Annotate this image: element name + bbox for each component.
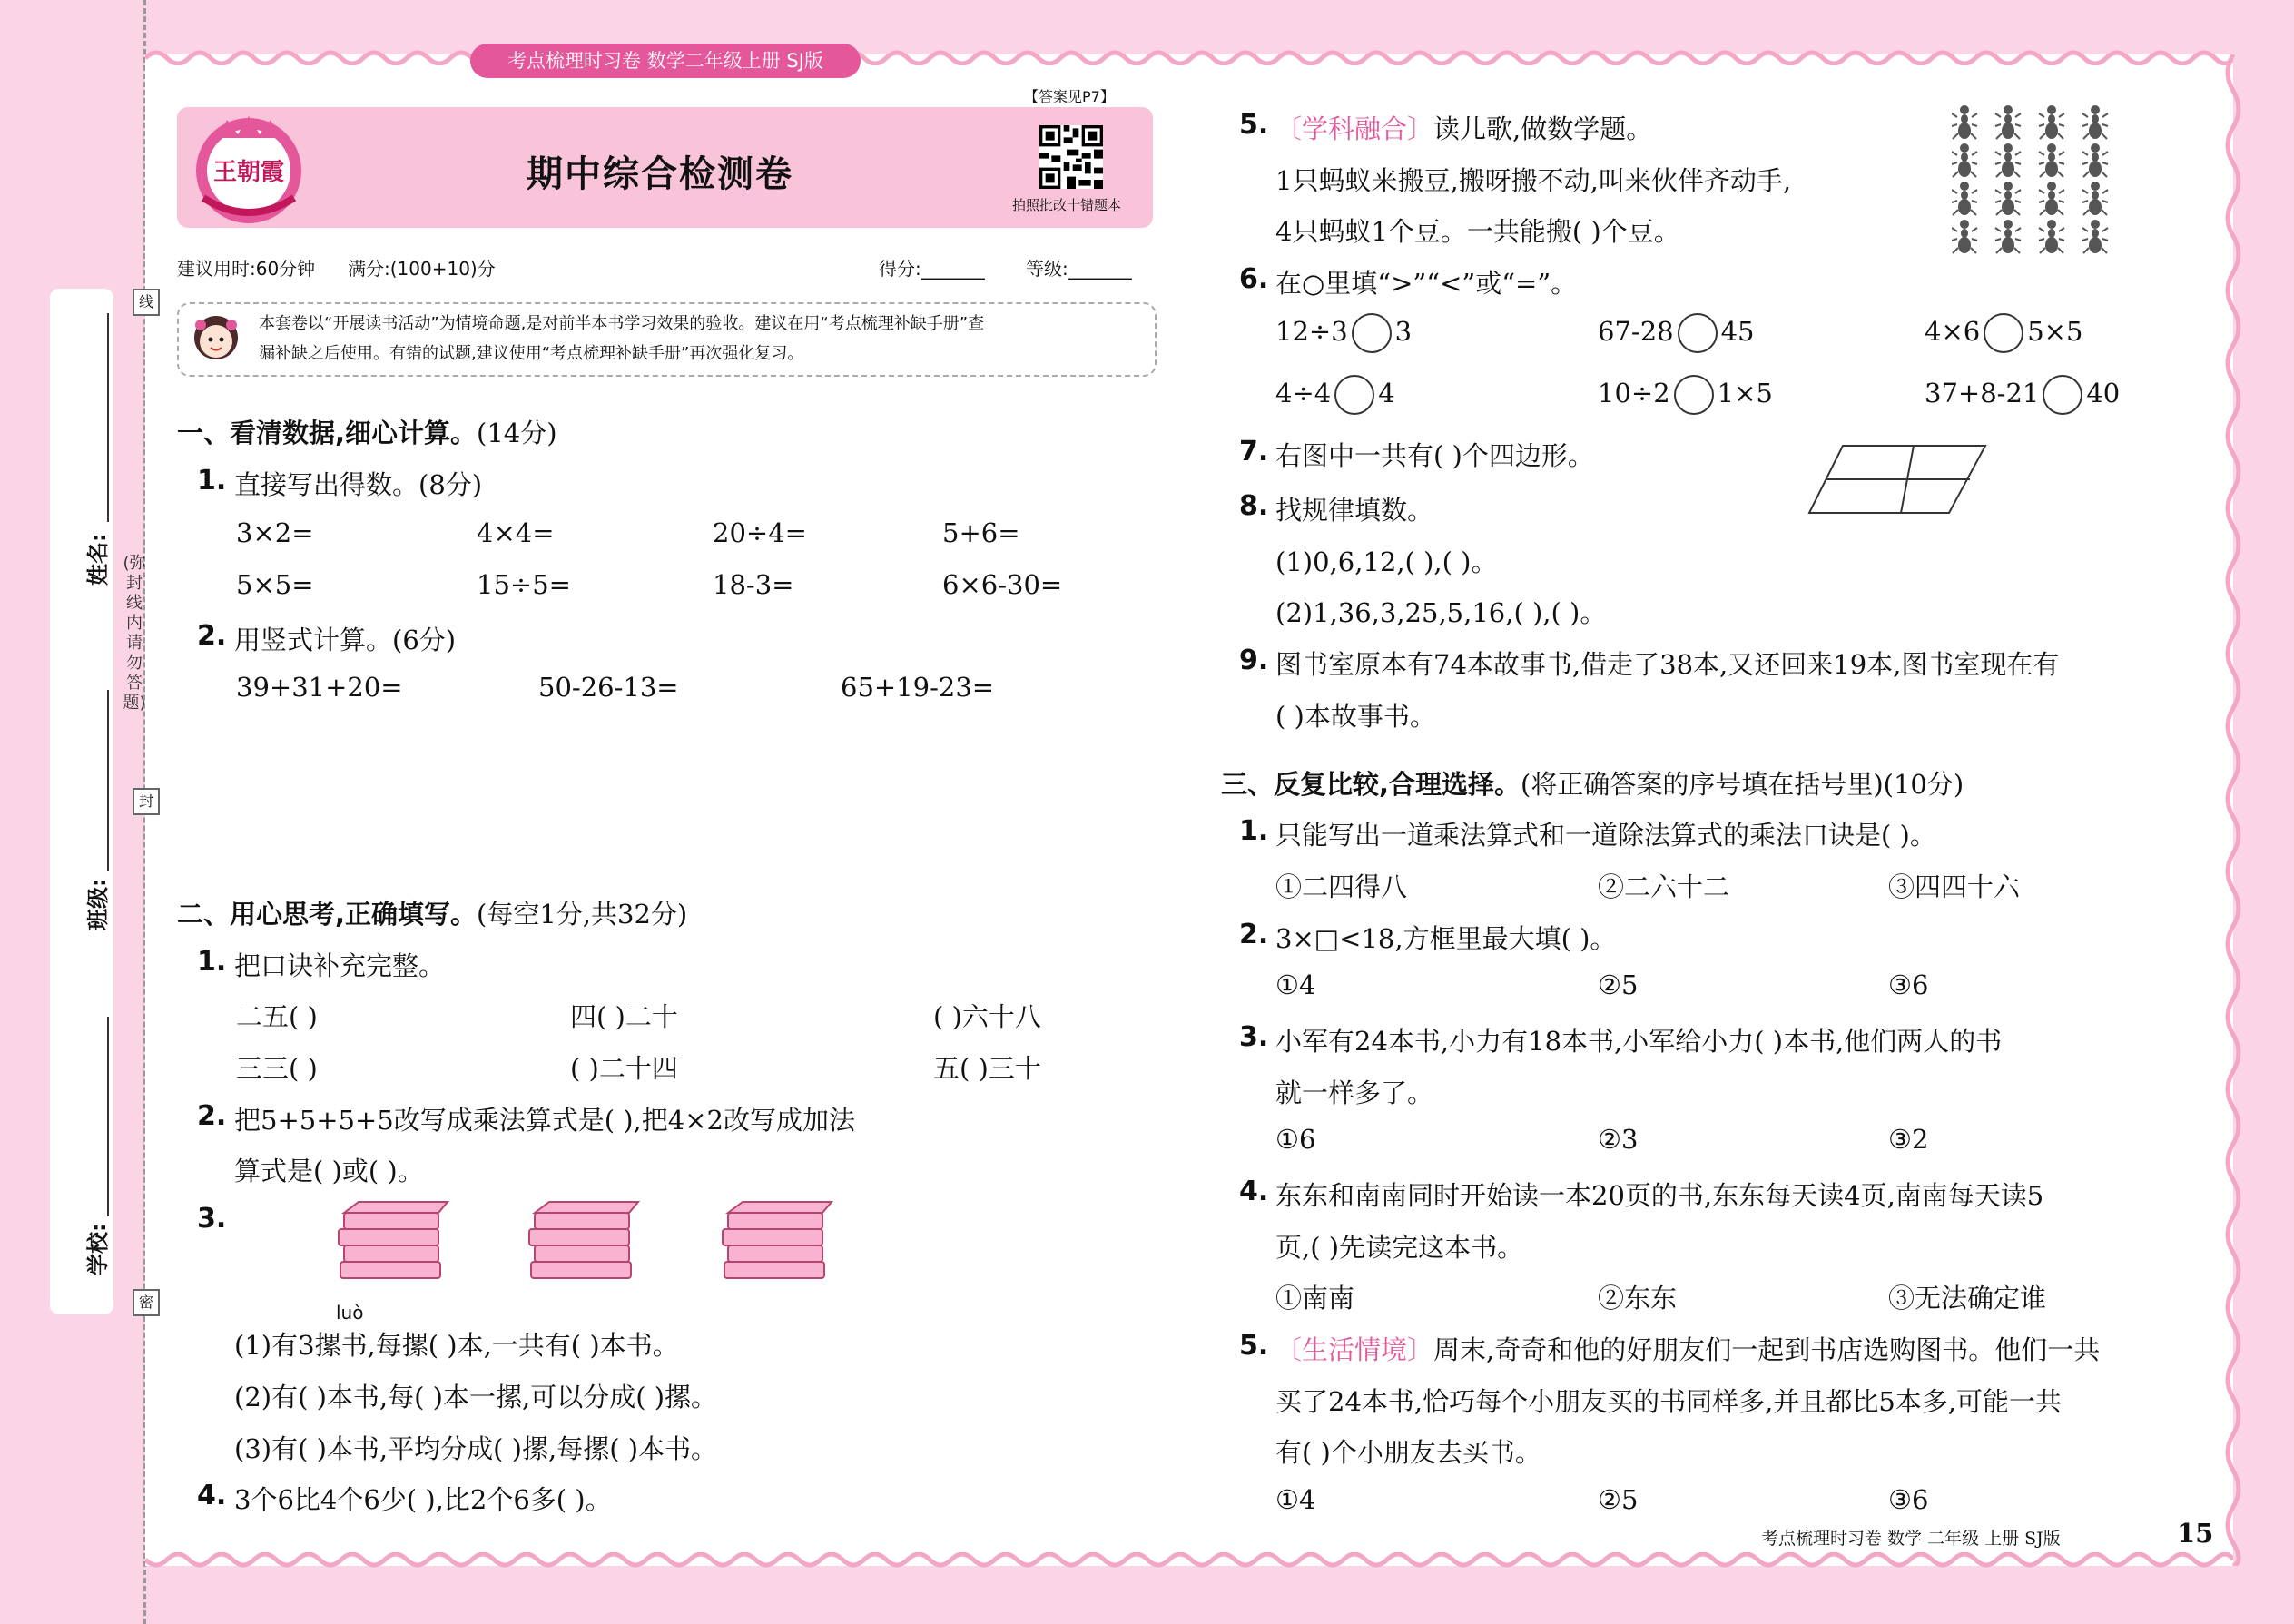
compare-circle[interactable]	[1674, 375, 1714, 415]
notice-line-1: 本套卷以“开展读书活动”为情境命题,是对前半本书学习效果的验收。建议在用“考点梳理补缺手册”查	[259, 314, 985, 333]
s3-q4-line-2[interactable]: 页,( )先读完这本书。	[1275, 1232, 1524, 1263]
parallelogram-figure	[1807, 443, 1988, 516]
qr-caption: 拍照批改十错题本	[1012, 197, 1122, 213]
rhyme-blank[interactable]: ( )二十四	[570, 1053, 678, 1084]
section-2-title: 二、用心思考,正确填写。(每空1分,共32分)	[177, 899, 688, 930]
s1-q1-number: 1.	[197, 465, 227, 497]
option[interactable]: ③6	[1888, 969, 1929, 1000]
s2-q6-text: 在○里填“>”“<”或“=”。	[1275, 268, 1578, 299]
notice-line-2: 漏补缺之后使用。有错的试题,建议使用“考点梳理补缺手册”再次强化复习。	[259, 344, 804, 363]
s3-q4-number: 4.	[1239, 1176, 1269, 1207]
seal-line-note: (弥封线内请勿答题)	[123, 554, 146, 713]
rhyme-blank[interactable]: 四( )二十	[570, 1001, 678, 1032]
s3-q3-line-1[interactable]: 小军有24本书,小力有18本书,小军给小力( )本书,他们两人的书	[1275, 1026, 2003, 1057]
calc-item: 6×6-30=	[942, 569, 1063, 600]
s1-q2-number: 2.	[197, 620, 227, 652]
s2-q9-line-1: 图书室原本有74本故事书,借走了38本,又还回来19本,图书室现在有	[1275, 649, 2060, 680]
calc-item: 3×2=	[236, 517, 314, 548]
qr-code[interactable]	[1039, 125, 1103, 189]
calc-item: 4×4=	[477, 517, 555, 548]
rhyme-blank[interactable]: 五( )三十	[933, 1053, 1041, 1084]
school-field[interactable]	[107, 1017, 109, 1216]
s2-q8-text: 找规律填数。	[1275, 495, 1434, 526]
s3-q1-text[interactable]: 只能写出一道乘法算式和一道除法算式的乘法口诀是( )。	[1275, 820, 1936, 851]
rhyme-blank[interactable]: 三三( )	[236, 1053, 318, 1084]
calc-item: 18-3=	[713, 569, 794, 600]
right-wave-border	[2222, 54, 2244, 1566]
s2-q6-number: 6.	[1239, 263, 1269, 295]
option[interactable]: ①4	[1275, 969, 1316, 1000]
compare-item: 12÷3 3	[1275, 313, 1412, 353]
option[interactable]: ②东东	[1598, 1283, 1678, 1314]
compare-item: 67-28 45	[1598, 313, 1755, 353]
s2-q8-number: 8.	[1239, 490, 1269, 522]
option[interactable]: ①二四得八	[1275, 871, 1408, 902]
seal-mark-line: 线	[133, 289, 160, 316]
s2-q8-line-1[interactable]: (1)0,6,12,( ),( )。	[1275, 546, 1498, 577]
option[interactable]: ③2	[1888, 1124, 1929, 1155]
calc-item: 5×5=	[236, 569, 314, 600]
compare-circle[interactable]	[1352, 313, 1392, 353]
page-number: 15	[2177, 1518, 2214, 1549]
s2-q1-text: 把口诀补充完整。	[234, 950, 446, 981]
girl-icon	[184, 307, 248, 370]
s3-q3-line-2: 就一样多了。	[1275, 1078, 1434, 1108]
class-field[interactable]	[107, 690, 109, 871]
s2-q8-line-2[interactable]: (2)1,36,3,25,5,16,( ),( )。	[1275, 597, 1607, 628]
option[interactable]: ②5	[1598, 1484, 1639, 1515]
school-label: 学校:	[85, 1223, 111, 1275]
s2-q1-number: 1.	[197, 946, 227, 978]
seal-mark-secret: 密	[133, 1289, 160, 1316]
time-info: 建议用时:60分钟	[177, 258, 316, 280]
compare-circle[interactable]	[2043, 375, 2082, 415]
option[interactable]: ③四四十六	[1888, 871, 2021, 902]
context-tag: 〔生活情境〕	[1275, 1334, 1434, 1365]
s1-q2-text: 用竖式计算。(6分)	[234, 625, 457, 655]
book-stack-icon	[331, 1196, 454, 1287]
calc-item: 5+6=	[942, 517, 1020, 548]
svg-text:王朝霞: 王朝霞	[212, 159, 285, 186]
s2-q2-number: 2.	[197, 1100, 227, 1132]
option[interactable]: ②5	[1598, 969, 1639, 1000]
compare-item: 10÷2 1×5	[1598, 375, 1773, 415]
grade-field[interactable]: 等级:_______	[1026, 258, 1132, 280]
book-stack-icon	[715, 1196, 838, 1287]
exam-title: 期中综合检测卷	[527, 153, 793, 195]
answer-reference: 【答案见P7】	[1024, 88, 1115, 105]
s3-q1-number: 1.	[1239, 815, 1269, 847]
name-label: 姓名:	[85, 533, 111, 586]
footer-series: 考点梳理时习卷 数学 二年级 上册 SJ版	[1761, 1529, 2061, 1549]
s2-q5-text: 〔学科融合〕读儿歌,做数学题。	[1275, 113, 1653, 144]
pinyin-luo: luò	[336, 1302, 364, 1324]
score-field[interactable]: 得分:_______	[879, 258, 985, 280]
compare-circle[interactable]	[1984, 313, 2023, 353]
notice-text	[259, 309, 1144, 369]
s2-q9-line-2[interactable]: ( )本故事书。	[1275, 701, 1436, 732]
s2-q5-line-1: 1只蚂蚁来搬豆,搬呀搬不动,叫来伙伴齐动手,	[1275, 165, 1792, 196]
option[interactable]: ②3	[1598, 1124, 1639, 1155]
seal-mark-seal: 封	[133, 788, 160, 815]
full-score: 满分:(100+10)分	[348, 258, 496, 280]
s2-q2-line-2[interactable]: 算式是( )或( )。	[234, 1156, 424, 1186]
section-1-title: 一、看清数据,细心计算。(14分)	[177, 418, 557, 448]
section-3-title: 三、反复比较,合理选择。(将正确答案的序号填在括号里)(10分)	[1221, 769, 1964, 800]
s2-q3-line-2[interactable]: (2)有( )本书,每( )本一摞,可以分成( )摞。	[234, 1382, 718, 1412]
brand-logo	[191, 111, 307, 227]
bottom-wave-border	[145, 1552, 2233, 1572]
vertical-calc-item: 39+31+20=	[236, 672, 403, 703]
s2-q5-line-2[interactable]: 4只蚂蚁1个豆。一共能搬( )个豆。	[1275, 216, 1680, 247]
s2-q3-number: 3.	[197, 1203, 227, 1235]
s2-q3-line-1[interactable]: (1)有3摞书,每摞( )本,一共有( )本书。	[234, 1330, 679, 1361]
s3-q5-number: 5.	[1239, 1330, 1269, 1362]
compare-circle[interactable]	[1678, 313, 1718, 353]
ant-grid-icon	[1952, 104, 2115, 259]
compare-circle[interactable]	[1334, 375, 1374, 415]
vertical-calc-item: 50-26-13=	[538, 672, 679, 703]
s3-q4-line-1: 东东和南南同时开始读一本20页的书,东东每天读4页,南南每天读5	[1275, 1180, 2044, 1211]
s2-q5-number: 5.	[1239, 109, 1269, 141]
top-wave-border	[145, 45, 2233, 65]
s2-q4-number: 4.	[197, 1480, 227, 1511]
compare-item: 37+8-21 40	[1925, 375, 2120, 415]
calc-item: 15÷5=	[477, 569, 571, 600]
option[interactable]: ③6	[1888, 1484, 1929, 1515]
s2-q4-text[interactable]: 3个6比4个6少( ),比2个6多( )。	[234, 1484, 612, 1515]
s3-q2-number: 2.	[1239, 919, 1269, 950]
series-badge: 考点梳理时习卷 数学二年级上册 SJ版	[470, 44, 861, 78]
s2-q3-line-3[interactable]: (3)有( )本书,平均分成( )摞,每摞( )本书。	[234, 1433, 718, 1464]
compare-item: 4÷4 4	[1275, 375, 1395, 415]
calc-item: 20÷4=	[713, 517, 807, 548]
s3-q5-line-2: 买了24本书,恰巧每个小朋友买的书同样多,并且都比5本多,可能一共	[1275, 1386, 2063, 1417]
option[interactable]: ②二六十二	[1598, 871, 1730, 902]
rhyme-blank[interactable]: 二五( )	[236, 1001, 318, 1032]
compare-item: 4×6 5×5	[1925, 313, 2082, 353]
vertical-calc-item: 65+19-23=	[841, 672, 995, 703]
s3-q3-number: 3.	[1239, 1021, 1269, 1053]
s2-q7-text[interactable]: 右图中一共有( )个四边形。	[1275, 440, 1594, 471]
s3-q5-line-3[interactable]: 有( )个小朋友去买书。	[1275, 1437, 1541, 1468]
s3-q5-line-1: 〔生活情境〕周末,奇奇和他的好朋友们一起到书店选购图书。他们一共	[1275, 1334, 2101, 1365]
option[interactable]: ①4	[1275, 1484, 1316, 1515]
s2-q2-line-1[interactable]: 把5+5+5+5改写成乘法算式是( ),把4×2改写成加法	[234, 1105, 855, 1136]
subject-tag: 〔学科融合〕	[1275, 113, 1434, 144]
s1-q1-text: 直接写出得数。(8分)	[234, 469, 483, 500]
class-label: 班级:	[85, 878, 111, 930]
rhyme-blank[interactable]: ( )六十八	[933, 1001, 1041, 1032]
name-field[interactable]	[107, 313, 109, 522]
s2-q9-number: 9.	[1239, 645, 1269, 676]
option[interactable]: ③无法确定谁	[1888, 1283, 2047, 1314]
option[interactable]: ①6	[1275, 1124, 1316, 1155]
book-stack-icon	[522, 1196, 645, 1287]
student-info-panel	[50, 289, 113, 1314]
s3-q2-text[interactable]: 3×□<18,方框里最大填( )。	[1275, 923, 1617, 954]
s2-q7-number: 7.	[1239, 436, 1269, 468]
option[interactable]: ①南南	[1275, 1283, 1355, 1314]
